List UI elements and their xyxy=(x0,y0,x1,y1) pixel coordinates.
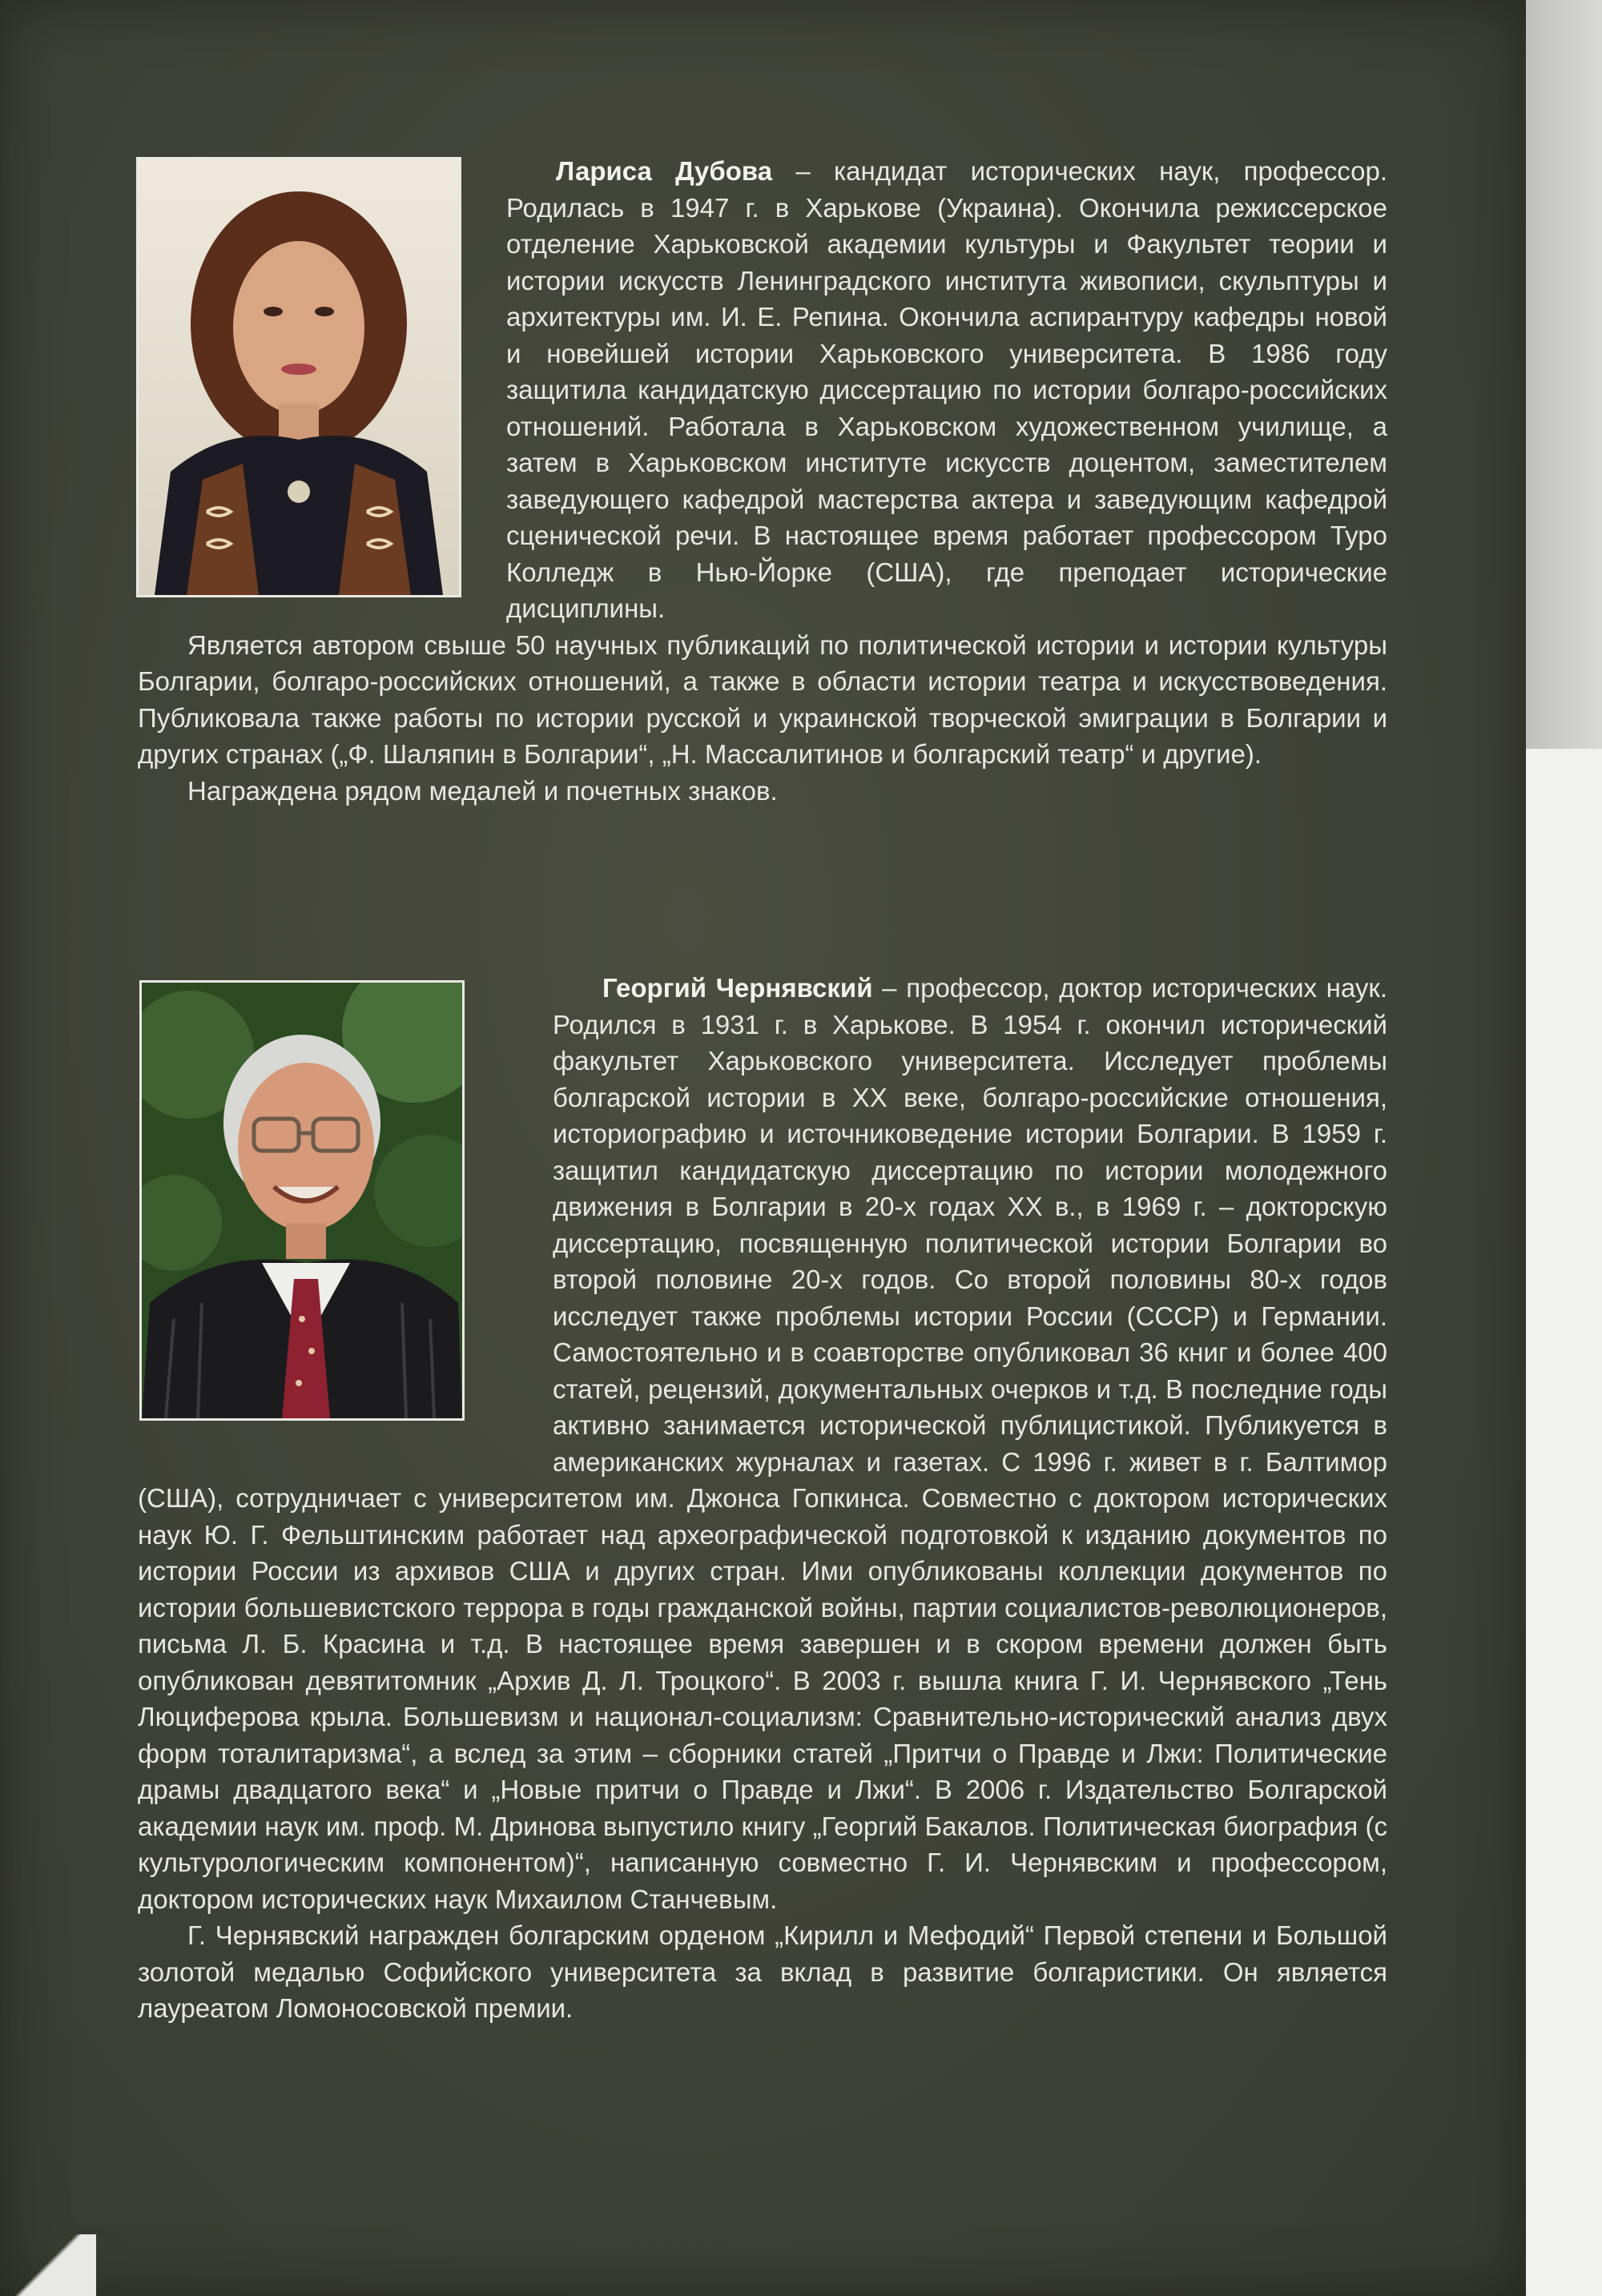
bio-georgy-chernyavsky xyxy=(138,970,1387,2027)
photo-spacer xyxy=(138,970,553,1454)
gray-side-band xyxy=(1526,0,1602,749)
worn-corner xyxy=(0,2234,96,2296)
bio-larisa-intro: – кандидат исторических наук, профессор. Родилась в 1947 г. в Харькове (Украина). Окончила режиссерское отделение Харьковской академии культуры и Факультет теории и истории искусств Ленинградского института живописи, скульптуры и архитектуры им. И. Е. Репина. Окончила аспирантуру кафедры новой и новейшей истории Харьковского университета. В 1986 году защитила кандидатскую диссертацию по истории болгаро-российских отношений. Работала в Харьковском художественном училище, а затем в Харьковском институте искусств доцентом, заместителем заведующего кафедрой мастерства актера и заведующим кафедрой сценической речи. В настоящее время работает профессором Туро Колледж в Нью-Йорке (США), где преподает исторические дисциплины. xyxy=(506,156,1387,623)
bio-larisa-dubova xyxy=(138,153,1387,809)
bio-georgy-intro: – профессор, доктор исторических наук. Родился в 1931 г. в Харькове. В 1954 г. окончил исторический факультет Харьковского университета. Исследует проблемы болгарской истории в XX веке, болгаро-российские отношения, историографию и источниковедение истории Болгарии. В 1959 г. защитил кандидатскую диссертацию по истории молодежного движения в Болгарии в 20-х годах XX в., в 1969 г. – докторскую диссертацию, посвященную политической истории Болгарии во второй половине 20-х годов. Со второй половины 80-х годов исследует также проблемы истории России (СССР) и Германии. Самостоятельно и в соавторстве опубликовал 36 книг и более 400 статей, рецензий, документальных очерков и т.д. В последние годы активно занимается исторической публицистикой. Публикуется в американских журналах и газетах. С 1996 г. живет в г. Балтимор (США), сотрудничает с университетом им. Джонса Гопкинса. Совместно с доктором исторических наук Ю. Г. Фельштинским работает над археографической подготовкой к изданию документов по истории России из архивов США и других стран. Ими опубликованы коллекции документов по истории большевистского террора в годы гражданской войны, партии социалистов-революционеров, письма Л. Б. Красина и т.д. В настоящее время завершен и в скором времени должен быть опубликован девятитомник „Архив Д. Л. Троцкого“. В 2003 г. вышла книга Г. И. Чернявского „Тень Люциферова крыла. Большевизм и национал-социализм: Сравнительно-исторический анализ двух форм тоталитаризма“, а вслед за этим – сборники статей „Притчи о Правде и Лжи: Политические драмы двадцатого века“ и „Новые притчи о Правде и Лжи“. В 2006 г. Издательство Болгарской академии наук им. проф. М. Дринова выпустило книгу „Георгий Бакалов. Политическая биография (с культурологическим компонентом)“, написанную совместно Г. И. Чернявским и профессором, доктором исторических наук Михаилом Станчевым. xyxy=(138,973,1387,1914)
photo-spacer xyxy=(138,153,506,609)
bio-larisa-publications: Является автором свыше 50 научных публикаций по политической истории и истории культуры Болгарии, болгаро-российских отношений, а также в области истории театра и искусствоведения. Публиковала также работы по истории русской и украинской творческой эмиграции в Болгарии и других странах („Ф. Шаляпин в Болгарии“, „Н. Массалитинов и болгарский театр“ и другие). xyxy=(138,629,1387,769)
bio-georgy-awards: Г. Чернявский награжден болгарским орденом „Кирилл и Мефодий“ Первой степени и Большой золотой медалью Софийского университета за вклад в развитие болгаристики. Он является лауреатом Ломоносовской премии. xyxy=(138,1920,1387,2023)
author-name-georgy-chernyavsky: Георгий Чернявский xyxy=(602,973,873,1003)
bio-larisa-awards: Награждена рядом медалей и почетных знаков. xyxy=(187,775,778,806)
author-name-larisa-dubova: Лариса Дубова xyxy=(556,156,773,186)
